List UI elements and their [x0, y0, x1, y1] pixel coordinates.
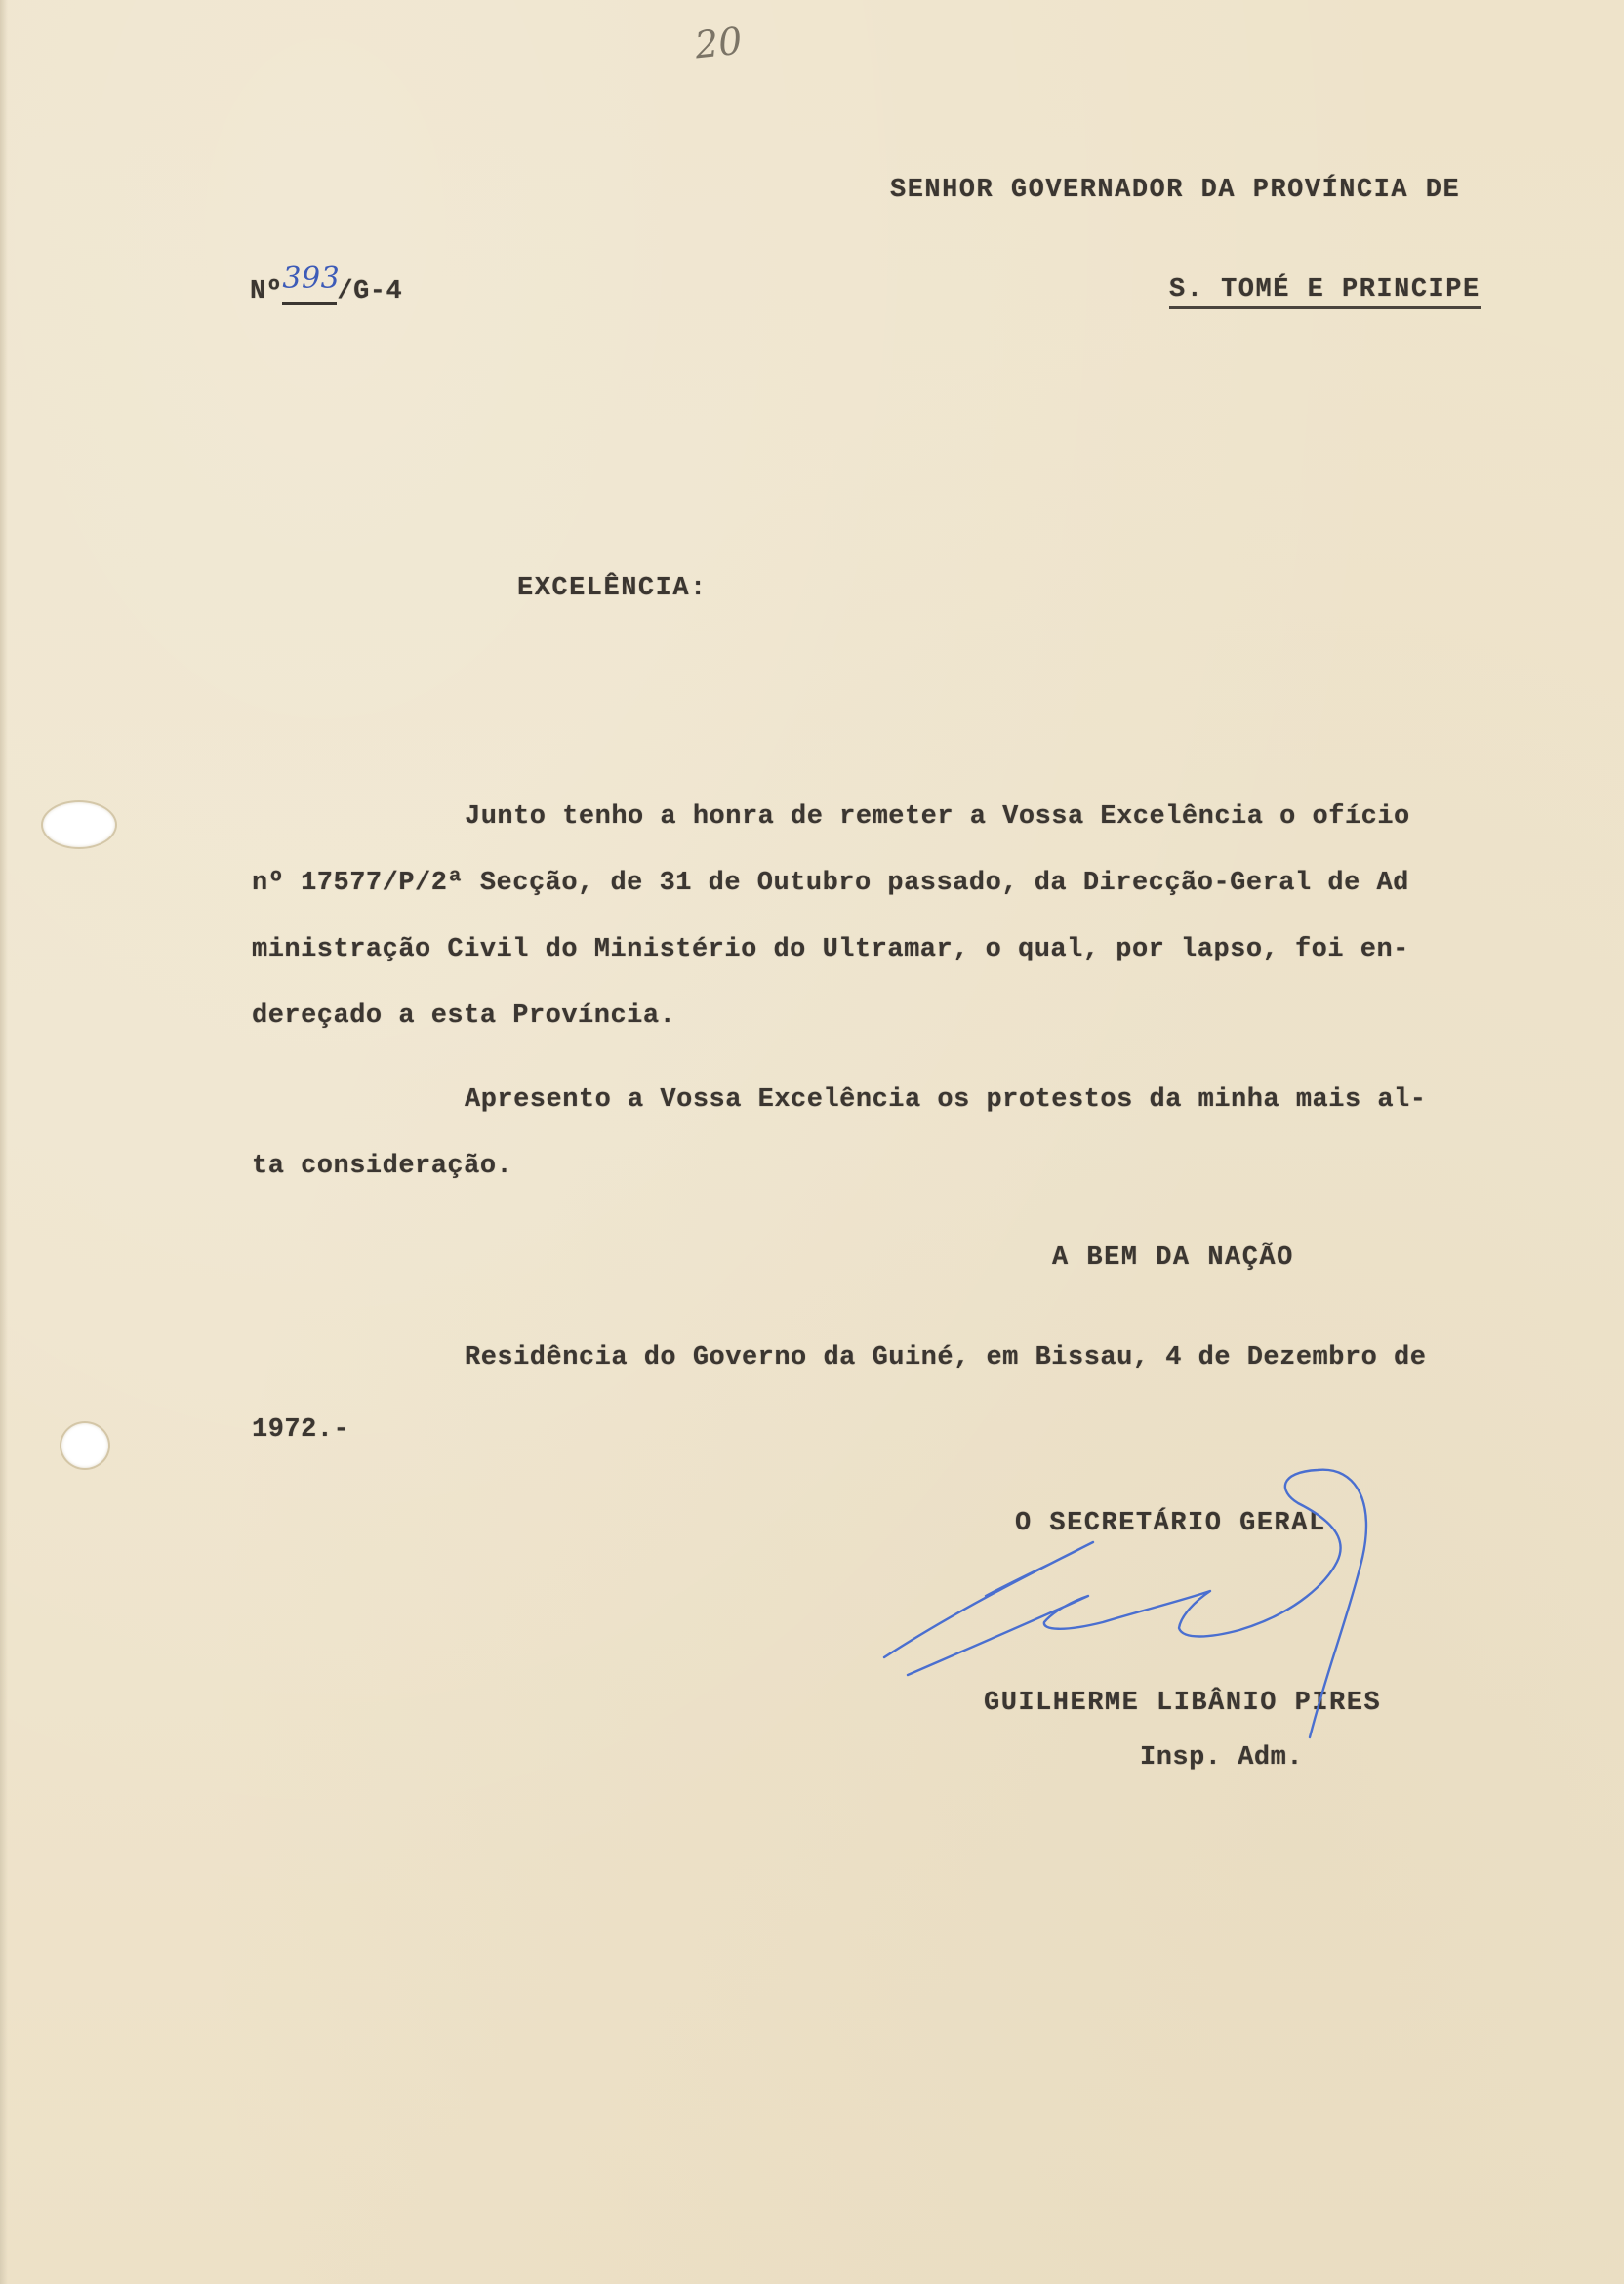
paper-left-edge — [0, 0, 8, 2284]
reference-handwritten-number: 393 — [282, 262, 341, 296]
addressee-line-1: SENHOR GOVERNADOR DA PROVÍNCIA DE — [890, 176, 1461, 205]
paragraph-2-line-1: Apresento a Vossa Excelência os protestos da minha mais al- — [465, 1085, 1427, 1115]
addressee-line-2 — [1169, 275, 1481, 305]
punch-hole-upper — [43, 802, 115, 847]
paragraph-1-line-4: dereçado a esta Província. — [252, 1001, 676, 1031]
paragraph-1-line-2 — [252, 869, 1409, 898]
paragraph-1-line-2-text: nº 17577/P/2ª Secção, de 31 de Outubro passado, da Direcção-Geral de Ad — [252, 869, 1409, 898]
salutation: EXCELÊNCIA: — [517, 574, 708, 603]
paragraph-1-line-3: ministração Civil do Ministério do Ultramar, o qual, por lapso, foi en- — [252, 935, 1409, 964]
paragraph-2-line-2: ta consideração. — [252, 1152, 513, 1181]
place-date-line-1: Residência do Governo da Guiné, em Bissau, 4 de Dezembro de — [465, 1343, 1427, 1372]
reference-prefix: Nº — [250, 277, 283, 306]
closing-motto: A BEM DA NAÇÃO — [1052, 1244, 1294, 1273]
punch-hole-lower — [61, 1423, 108, 1468]
reference-number — [250, 262, 403, 306]
paragraph-1-line-1: Junto tenho a honra de remeter a Vossa Excelência o ofício — [465, 802, 1410, 832]
reference-suffix: /G-4 — [337, 277, 403, 306]
signatory-title: O SECRETÁRIO GERAL — [1015, 1509, 1326, 1538]
signatory-name: GUILHERME LIBÂNIO PIRES — [984, 1689, 1382, 1718]
signatory-rank: Insp. Adm. — [1140, 1743, 1304, 1773]
place-date-line-2: 1972.- — [252, 1415, 350, 1445]
addressee-province: S. TOMÉ E PRINCIPE — [1169, 275, 1481, 309]
reference-blank — [282, 262, 341, 306]
pencil-page-number: 20 — [692, 19, 745, 67]
